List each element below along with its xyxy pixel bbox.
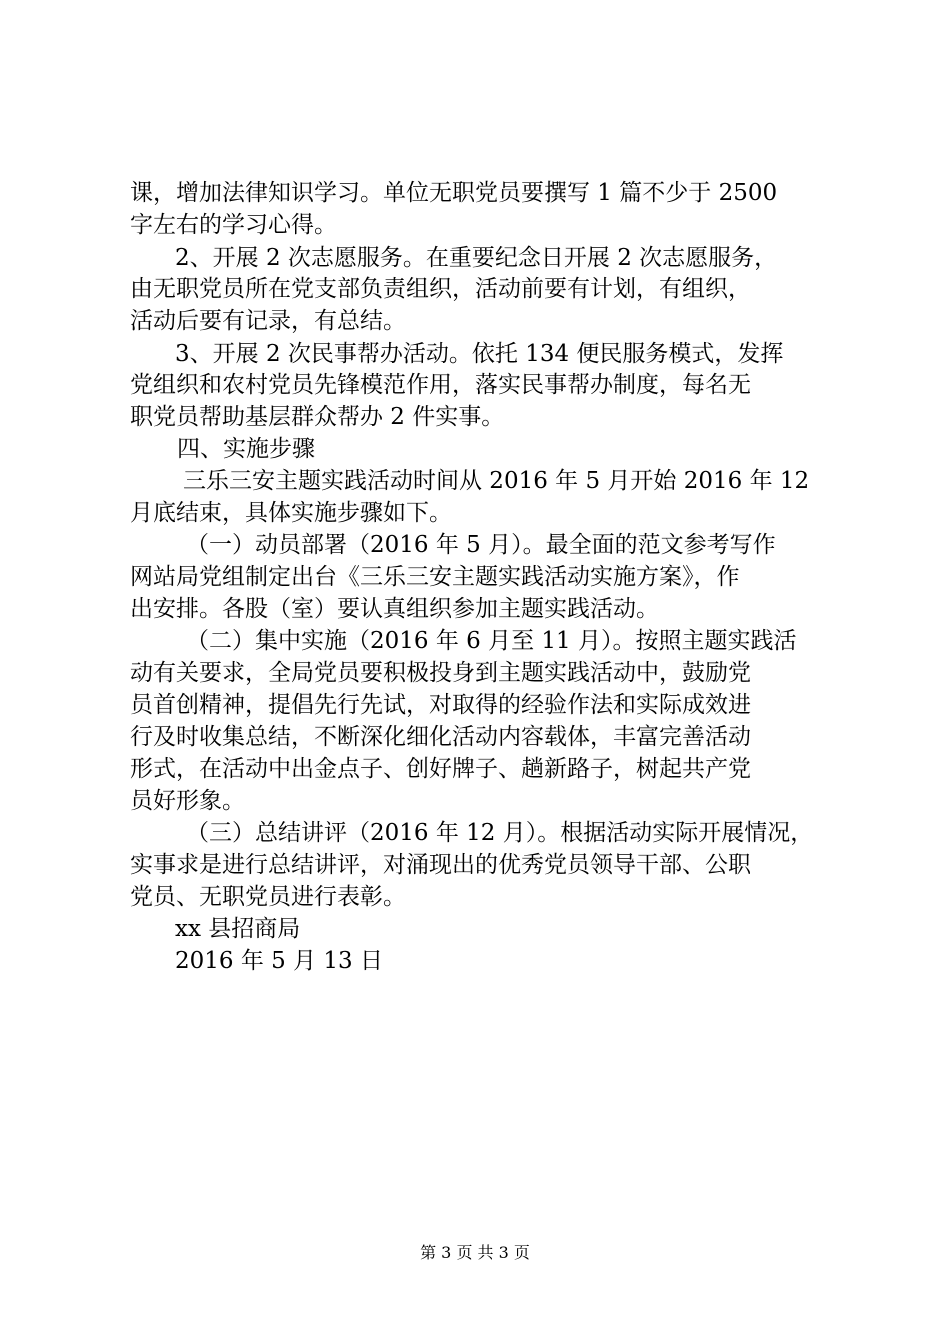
text-line: 字左右的学习心得。	[130, 212, 337, 238]
text-line: 出安排。各股（室）要认真组织参加主题实践活动。	[130, 596, 659, 622]
text-line: 月底结束，具体实施步骤如下。	[130, 500, 452, 526]
text-line: （三）总结讲评（2016 年 12 月）。根据活动实际开展情况，	[186, 820, 814, 846]
text-line: 四、实施步骤	[177, 436, 315, 462]
text-line: 2016 年 5 月 13 日	[175, 948, 383, 974]
text-line: 3、开展 2 次民事帮办活动。依托 134 便民服务模式，发挥	[175, 341, 784, 367]
text-line: （二）集中实施（2016 年 6 月至 11 月）。按照主题实践活	[186, 628, 797, 654]
text-line: 员好形象。	[130, 788, 245, 814]
text-line: 员首创精神，提倡先行先试，对取得的经验作法和实际成效进	[130, 692, 751, 718]
text-line: 职党员帮助基层群众帮办 2 件实事。	[130, 404, 505, 430]
text-line: 2、开展 2 次志愿服务。在重要纪念日开展 2 次志愿服务，	[175, 245, 778, 271]
text-line: 形式，在活动中出金点子、创好牌子、趟新路子，树起共产党	[130, 756, 751, 782]
text-line: 实事求是进行总结讲评，对涌现出的优秀党员领导干部、公职	[130, 852, 751, 878]
text-line: 动有关要求，全局党员要积极投身到主题实践活动中，鼓励党	[130, 660, 751, 686]
text-line: 行及时收集总结，不断深化细化活动内容载体，丰富完善活动	[130, 724, 751, 750]
text-line: 网站局党组制定出台《三乐三安主题实践活动实施方案》，作	[130, 564, 740, 590]
text-line: 由无职党员所在党支部负责组织，活动前要有计划，有组织，	[130, 276, 751, 302]
page-footer: 第 3 页 共 3 页	[420, 1243, 530, 1262]
text-line: （一）动员部署（2016 年 5 月）。最全面的范文参考写作	[186, 532, 776, 558]
text-line: 活动后要有记录，有总结。	[130, 308, 406, 334]
text-line: 课，增加法律知识学习。单位无职党员要撰写 1 篇不少于 2500	[130, 180, 778, 206]
text-line: 党组织和农村党员先锋模范作用，落实民事帮办制度，每名无	[130, 372, 751, 398]
text-line: 党员、无职党员进行表彰。	[130, 884, 406, 910]
text-line: 三乐三安主题实践活动时间从 2016 年 5 月开始 2016 年 12	[183, 468, 810, 494]
text-line: xx 县招商局	[175, 916, 301, 942]
